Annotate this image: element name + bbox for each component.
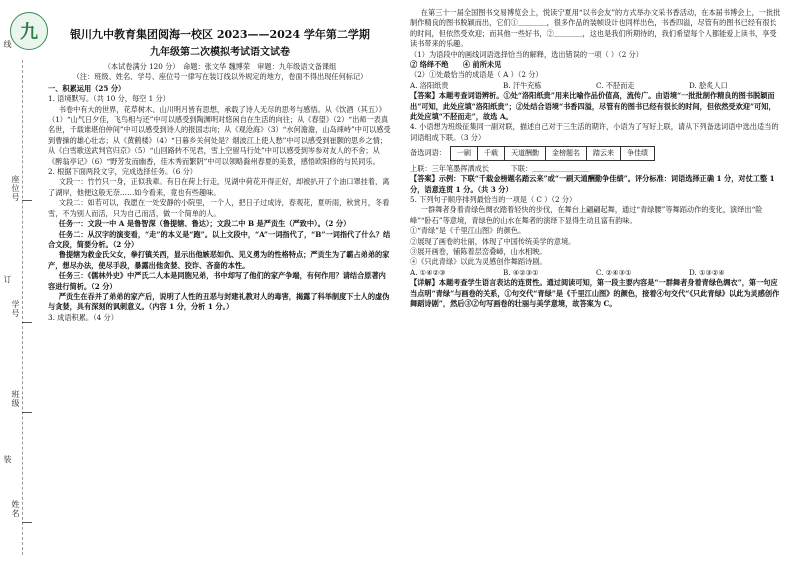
option-c[interactable]: C. ②④③① [596,267,632,277]
question-5-passage: 一群舞者身着青绿色绸衣踏着轻快的步伐，在舞台上翩翩起舞，通过“青绿腰”等舞蹈动作的变化，演绎出“险峰”“卧石”等意境，青绿色的山水在舞者的演绎下显得生动且富有韵味。 [410,205,763,225]
word-cell: 争佳绩 [620,147,654,160]
seat-number-field[interactable] [22,200,32,201]
option-a[interactable]: A. 洛阳纸贵 [410,80,449,90]
seat-number-label: 座位号 [11,175,20,202]
sentence-1: ①“青绿”是《千里江山图》的颜色。 [410,226,526,236]
question-1: 1. 语境默写。（共 10 分，每空 1 分） [48,94,170,104]
section-heading: 一、积累运用（25 分） [48,83,126,93]
exam-title: 银川九中教育集团阅海一校区 2023——2024 学年第二学期 [70,28,370,41]
question-3-options [410,81,782,91]
word-bank-table [450,146,655,160]
passage-a: 文段一：竹竹只一身，正似我辈。有日在荷上行走，见湖中荷花开得正好，却被扒开了个油口罩挂着，离了湖岸，他便这般无奈……如今看来，竟也有些趣味。 [48,177,390,197]
name-field[interactable] [22,522,32,523]
cut-line [22,60,23,555]
task-3: 任务三：《儒林外史》中严氏二人本是同胞兄弟，书中却写了他们的家产争端，有何作用？请结合原著内容进行简析。（2 分） [48,271,386,291]
question-5: 5. 下列句子顺序排列最恰当的一项是（ C ）（2 分） [410,194,577,204]
sentence-2: ②展现了画卷的壮丽，体现了中国传统美学的意境。 [410,236,576,246]
question-1-passage: 书卷中有大的世界，花草树木、山川明月皆有思想，承载了诗人无尽的思考与感悟。从《饮酒（其五）》（1）“山气日夕佳，飞鸟相与还”中可以感受到陶渊明对悠闲自在生活的向往；从《春望》（2）“出师一表真名世，千载谁堪伯仲间”中可以感受到诗人的报国志向；从《观沧海》（3）“水何澹澹，山岛竦峙”中可以感受到曹操的雄心壮志；从《黄鹤楼》（4）“日暮乡关何处是？烟波江上使人愁”中可以感受到崔颢的思乡之情；从《白雪歌送武判官归京》（5）“山回路转不见君，雪上空留马行处”中可以感受到岑参对友人的不舍；从《醉翁亭记》（6）“野芳发而幽香，佳木秀而繁阴”中可以领略滁州春夏的美景，感悟欧阳修的与民同乐。 [48,104,391,166]
class-field[interactable] [22,412,32,413]
task-2-answer: 鲁提辖为救金氏父女，拳打镇关西，显示出他嫉恶如仇、见义勇为的性格特点；严贡生为了霸占弟弟的家产，想尽办法，使尽手段，暴露出他贪婪、狡诈、吝啬的本性。 [48,250,390,270]
question-3-answer: 【答案】本题考查词语辨析。①处“洛阳纸贵”用来比喻作品价值高，流传广。由语境“一批批制作精良的图书脱颖而出”可知，此处应填“洛阳纸贵”；②处结合语境“书香四溢，尽管有的图书已经有很长的时间，但依然受欢迎”可知，此处应填“不胫而走”，故选 A。 [410,91,776,122]
option-b[interactable]: B. ④②③① [503,267,539,277]
question-3-words: ② 络绎不绝 ④ 前所未见 [410,60,502,70]
option-b[interactable]: B. 汗牛充栋 [503,80,542,90]
word-bank-label: 备选词语： [410,148,446,158]
cut-mark-bind: 订 [3,275,12,284]
student-id-label: 学号 [11,300,20,318]
option-a[interactable]: A. ①④②③ [410,267,446,277]
task-3-answer: 严贡生在吞并了弟弟的家产后，说明了人性的丑恶与封建礼教对人的毒害，揭露了科举制度下士人的虚伪与贪婪，具有深刻的讽刺意义。（内容 1 分，分析 1 分。） [48,291,390,312]
sentence-4: ④《只此青绿》以此为灵感创作舞蹈诗剧。 [410,257,547,267]
question-2: 2. 根据下面两段文字，完成选择任务。（6 分） [48,167,197,177]
word-cell: 一刷 [450,147,477,160]
exam-meta: （本试卷满分 120 分） 命题：张文华 魏博荣 审题：九年级语文备课组 [103,62,337,71]
option-c[interactable]: C. 不胫而走 [596,80,635,90]
question-3: 3. 成语积累。（4 分） [48,312,118,322]
word-bank [410,143,782,163]
question-5-answer: 【详解】本题考查学生语言表达的连贯性。通过阅读可知，第一段主要内容是“一群舞者身着青绿色绸衣”，第一句应当点明“青绿”与画卷的关系，①句交代“青绿”是《千里江山图》的颜色，接着④句交代“《只此青绿》以此为灵感创作舞蹈诗剧”，然后③②句写画卷的壮丽与美学意境，故答案为 C。 [410,278,780,308]
option-d[interactable]: D. 脍炙人口 [689,80,728,90]
student-id-field[interactable] [22,322,32,323]
question-5-options [410,268,782,278]
word-cell: 千载 [477,147,504,160]
logo-glyph: 九 [20,22,38,43]
word-cell: 天道酬勤 [504,147,545,160]
sentence-3: ③展开画卷，铺陈着层峦叠嶂，山水相映。 [410,246,547,256]
exam-notice: （注：班级、姓名、学号、座位号一律写在装订线以外规定的地方，卷面不得出现任何标记） [72,72,368,82]
question-4-answer: 【答案】示例：下联“千载金榜题名踏云来”或“一刷天道酬勤争佳绩”。评分标准：词语选择正确 1 分，对仗工整 1 分，语意连贯 1 分。（共 3 分） [410,174,775,194]
task-1: 任务一：文段一中 A 是鲁智深（鲁提辖、鲁达）；文段二中 B 是严贡生（严致中）。（2 分） [58,219,351,229]
cut-mark-staple: 装 [3,455,12,464]
passage-b: 文段二：如若可以，我愿在一处安静的小院里，一个人，把日子过成诗，春观花，夏听雨，秋赏月，冬看雪，不为别人而活，只为自己而活，做一个简单的人。 [48,198,390,218]
task-2: 任务二：从汉字的演变看，“走”的本义是“跑”。以上文段中，“A”一词指代了，“B”一词指代了什么？结合文段，简要分析。（2 分） [48,229,391,249]
question-3-part-1: （1）为语段中的画线词语选择恰当的解释，选出错误的一项（ ）（2 分） [410,49,643,59]
option-d[interactable]: D. ①③②④ [689,267,725,277]
cut-mark-line: 线 [3,40,12,49]
couplet-prompt: 上联：三年笔墨挥洒成长 下联：＿＿＿＿＿＿＿＿ [410,163,590,173]
question-3-passage: 在第三十一届全国图书交易博览会上，悦读宁夏用“以书会友”的方式举办文采书香活动，在本届书博会上，一批批制作精良的图书脱颖而出，它们①＿＿＿＿，很多作品的装帧设计也同样出色，书香四溢，尽管有的图书已经有很长的时间，但依然受欢迎；而其他一些好书，②＿＿＿＿，这也是我们所期待的，我们希望每个人都能爱上读书，享受读书带来的乐趣。 [410,8,781,49]
right-column [410,8,782,309]
name-label: 姓名 [11,500,20,518]
word-cell: 踏云来 [586,147,620,160]
school-logo [10,12,48,50]
question-4: 4. 小语想为班级征集同一副对联，描述自己对于三生活的期许，小语为了写好上联，请从下列备选词语中选出适当的词语组成下联。（3 分） [410,122,779,142]
question-3-part-2: （2）①处最恰当的成语是（ A ）（2 分） [410,70,543,80]
class-label: 班级 [11,390,20,408]
left-column [48,8,392,323]
exam-subtitle: 九年级第二次模拟考试语文试卷 [150,47,290,58]
binding-margin [0,0,38,561]
word-cell: 金榜题名 [545,147,586,160]
